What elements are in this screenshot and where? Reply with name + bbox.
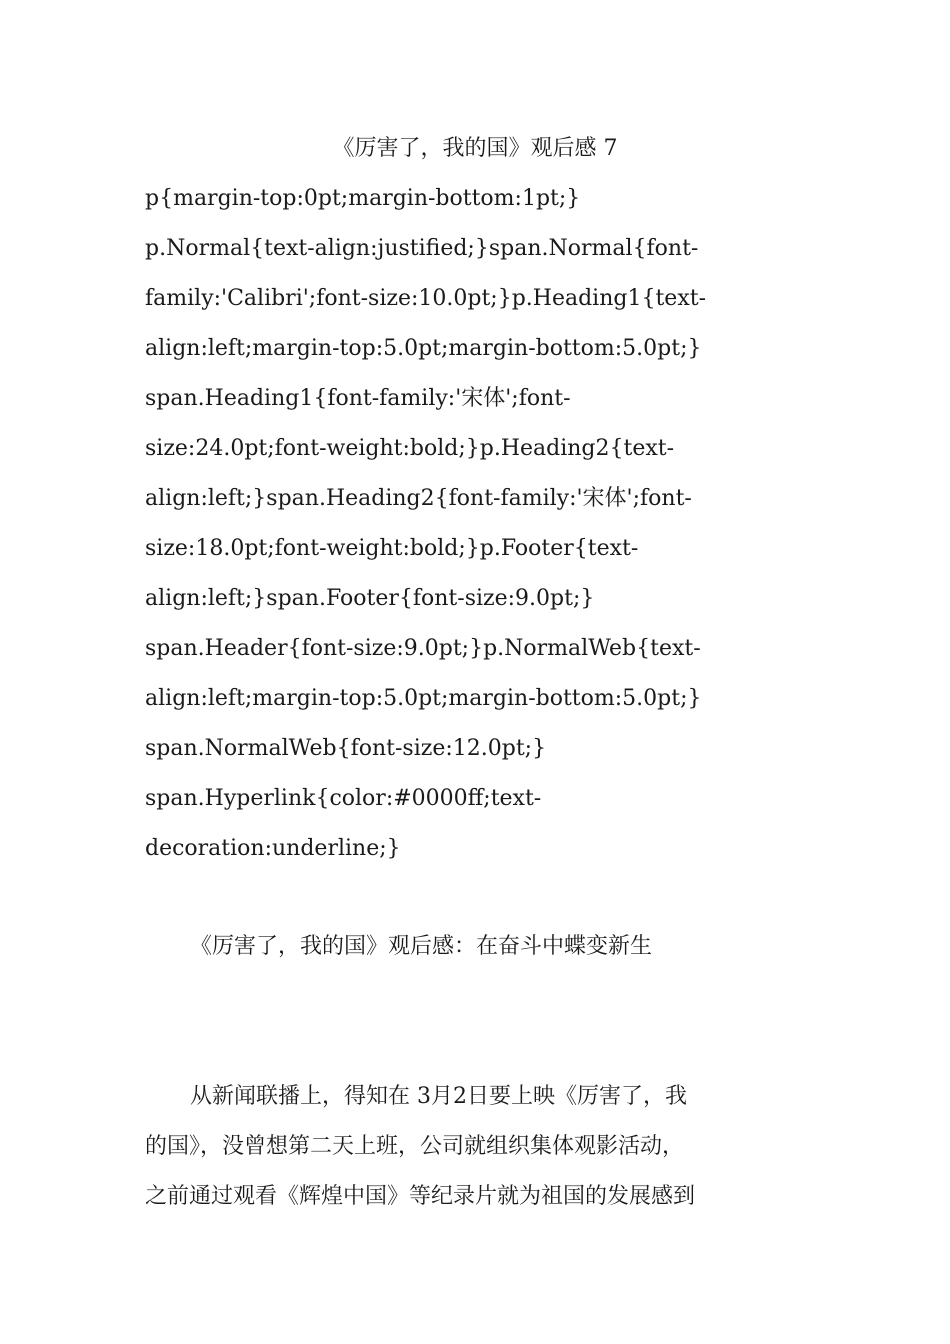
- css-line: size:18.0pt;font-weight:bold;}p.Footer{text-: [145, 536, 639, 561]
- document-subtitle: 《厉害了，我的国》观后感：在奋斗中蝶变新生: [190, 934, 653, 959]
- css-line: span.Header{font-size:9.0pt;}p.NormalWeb{text-: [145, 636, 701, 661]
- body-line: 从新闻联播上，得知在 3月2日要上映《厉害了，我: [190, 1084, 687, 1109]
- document-title: 《厉害了，我的国》观后感 7: [332, 136, 618, 161]
- css-line: size:24.0pt;font-weight:bold;}p.Heading2{text-: [145, 436, 675, 461]
- css-line: span.Hyperlink{color:#0000ff;text-: [145, 786, 542, 811]
- css-line: align:left;margin-top:5.0pt;margin-bottom:5.0pt;}: [145, 336, 702, 361]
- css-line: align:left;}span.Heading2{font-family:'宋体';font-: [145, 486, 692, 511]
- css-line: span.NormalWeb{font-size:12.0pt;}: [145, 736, 547, 761]
- css-line: decoration:underline;}: [145, 836, 401, 861]
- css-line: p.Normal{text-align:justified;}span.Normal{font-: [145, 236, 699, 261]
- css-line: span.Heading1{font-family:'宋体';font-: [145, 386, 571, 411]
- css-line: family:'Calibri';font-size:10.0pt;}p.Heading1{text-: [145, 286, 706, 311]
- css-line: p{margin-top:0pt;margin-bottom:1pt;}: [145, 186, 581, 211]
- body-line: 的国》，没曾想第二天上班，公司就组织集体观影活动，: [145, 1134, 685, 1159]
- body-line: 之前通过观看《辉煌中国》等纪录片就为祖国的发展感到: [145, 1184, 696, 1209]
- css-line: align:left;}span.Footer{font-size:9.0pt;}: [145, 586, 595, 611]
- css-line: align:left;margin-top:5.0pt;margin-bottom:5.0pt;}: [145, 686, 702, 711]
